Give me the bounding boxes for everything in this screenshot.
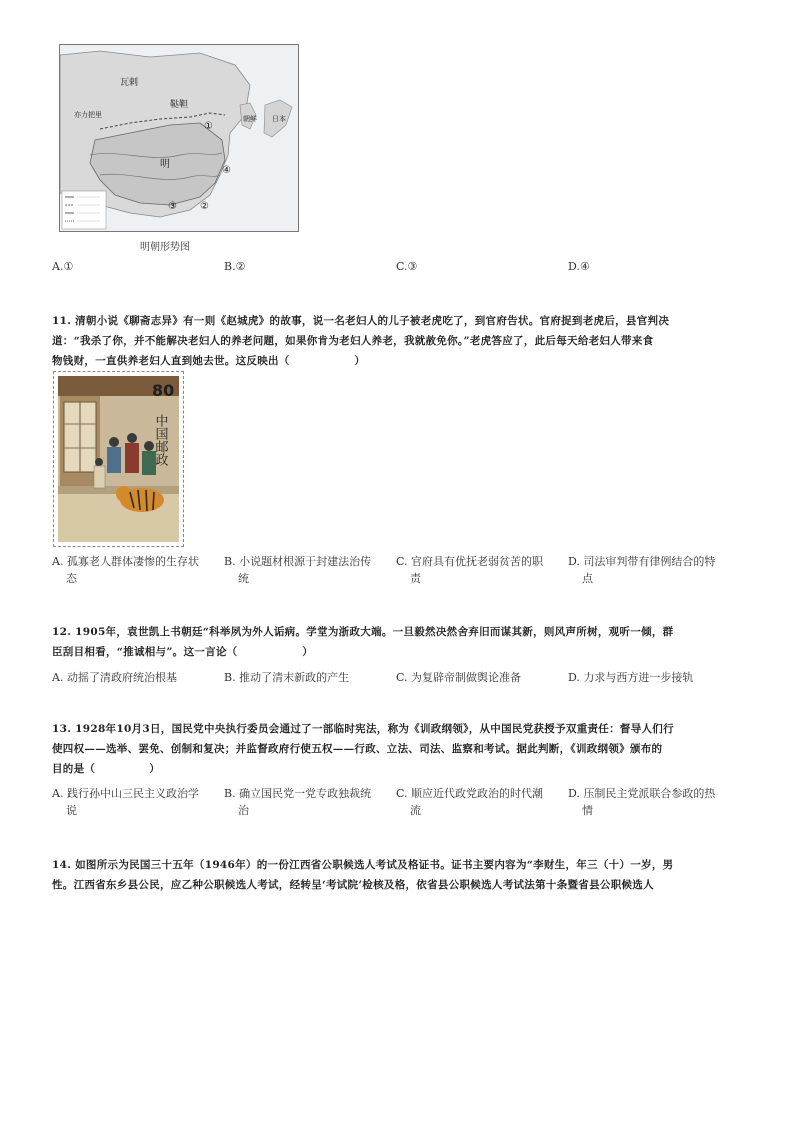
map-caption: 明朝形势图 [140,242,190,253]
option-text-line-1: 司法审判带有律例结合的特 [583,555,716,568]
option-letter: C. [396,787,408,800]
q11-option-b[interactable] [224,553,384,587]
q11-option-c[interactable] [396,553,556,587]
option-text: ④ [579,260,590,273]
q12-line-1: 12. 1905年，袁世凯上书朝廷“科举夙为外人诟病。学堂为浙政大端。一旦毅然决然舍弃旧而谋其新，则风声所树，观听一倾，群 [52,626,674,638]
tiger-stamp-image [53,371,184,547]
option-text-line-2: 责 [410,572,421,585]
q10-option-a[interactable] [52,258,212,275]
option-text-line-2: 治 [238,804,249,817]
question-12 [52,622,742,662]
q14-line-2: 性。江西省东乡县公民，应乙种公职候选人考试，经转呈‘考试院’检核及格，依省县公职候选人考试法第十条暨省县公职候选人 [52,879,654,891]
option-letter: B. [224,260,236,273]
q10-option-c[interactable] [396,258,556,275]
map-label-2: 明 [160,159,170,170]
stamp-drawing [54,372,183,546]
q10-option-d[interactable] [568,258,728,275]
map-label-4: 日本 [272,115,286,123]
q13-option-d[interactable] [568,785,728,819]
q11-line-3: 物钱财，一直供养老妇人直到她去世。这反映出（ ） [52,355,366,367]
q11-line-2: 道：“我杀了你，并不能解决老妇人的养老问题，如果你肯为老妇人养老，我就赦免你。”老虎答应了，此后每天给老妇人带来食 [52,335,654,347]
option-text: ② [235,260,246,273]
stamp-value: 80 [152,381,175,400]
q12-line-2: 臣刮目相看，“推诚相与”。这一言论（ ） [52,646,314,658]
q12-option-c[interactable] [396,669,556,686]
q12-option-d[interactable] [568,669,728,686]
q13-line-1: 13. 1928年10月3日，国民党中央执行委员会通过了一部临时宪法，称为《训政纲领》，从中国民党获授予双重责任：督导人们行 [52,723,674,735]
map-marker-1: ① [204,121,213,132]
q13-line-3: 目的是（ ） [52,763,160,775]
option-letter: D. [568,787,580,800]
option-text-line-1: 官府具有优抚老弱贫苦的职 [411,555,544,568]
option-text-line-1: 小说题材根源于封建法治传 [239,555,372,568]
option-letter: D. [568,671,580,684]
option-text-line-2: 情 [582,804,593,817]
option-text: 动摇了清政府统治根基 [66,671,177,684]
q11-option-d[interactable] [568,553,728,587]
option-text: ③ [407,260,418,273]
map-drawing [60,45,298,231]
option-letter: D. [568,260,580,273]
option-text: 力求与西方进一步接轨 [583,671,694,684]
option-text-line-1: 压制民主党派联合参政的热 [583,787,716,800]
q12-option-a[interactable] [52,669,212,686]
option-text-line-2: 态 [66,572,77,585]
option-text-line-1: 确立国民党一党专政独裁统 [239,787,372,800]
q10-option-b[interactable] [224,258,384,275]
map-label-5: 亦力把里 [74,111,102,119]
map-label-0: 瓦剌 [120,78,139,88]
q13-option-b[interactable] [224,785,384,819]
map-label-1: 鞑靼 [170,100,189,110]
q12-option-b[interactable] [224,669,384,686]
question-11 [52,311,742,371]
option-text-line-2: 统 [238,572,249,585]
q13-option-c[interactable] [396,785,556,819]
option-letter: B. [224,671,236,684]
map-label-3: 朝鲜 [243,115,257,123]
question-13 [52,719,742,779]
option-text: 推动了清末新政的产生 [239,671,350,684]
option-letter: A. [52,671,64,684]
option-letter: B. [224,555,236,568]
q13-option-a[interactable] [52,785,212,819]
stamp-country: 中国邮政 [152,414,168,466]
question-14 [52,855,742,895]
option-text-line-1: 践行孙中山三民主义政治学 [66,787,199,800]
q14-line-1: 14. 如图所示为民国三十五年（1946年）的一份江西省公职候选人考试及格证书。证书主要内容为“李财生，年三（十）一岁，男 [52,859,674,871]
ming-dynasty-map [59,44,299,232]
option-letter: A. [52,787,64,800]
q11-option-a[interactable] [52,553,212,587]
option-letter: C. [396,260,408,273]
option-text-line-2: 说 [66,804,77,817]
map-marker-4: ④ [222,165,231,176]
map-marker-2: ② [200,201,209,212]
q13-line-2: 使四权——选举、罢免、创制和复决；并监督政府行使五权——行政、立法、司法、监察和考试。据此判断，《训政纲领》颁布的 [52,743,663,755]
option-letter: C. [396,671,408,684]
option-text-line-2: 流 [410,804,421,817]
option-text-line-1: 顺应近代政党政治的时代潮 [411,787,544,800]
option-text-line-2: 点 [582,572,593,585]
option-letter: A. [52,260,64,273]
option-letter: B. [224,787,236,800]
option-text-line-1: 孤寡老人群体凄惨的生存状 [66,555,199,568]
option-letter: D. [568,555,580,568]
option-text: ① [63,260,74,273]
q11-line-1: 11. 清朝小说《聊斋志异》有一则《赵城虎》的故事，说一名老妇人的儿子被老虎吃了，到官府告状。官府捉到老虎后，县官判决 [52,315,670,327]
option-text: 为复辟帝制做舆论准备 [411,671,522,684]
option-letter: A. [52,555,64,568]
map-marker-3: ③ [168,201,177,212]
option-letter: C. [396,555,408,568]
